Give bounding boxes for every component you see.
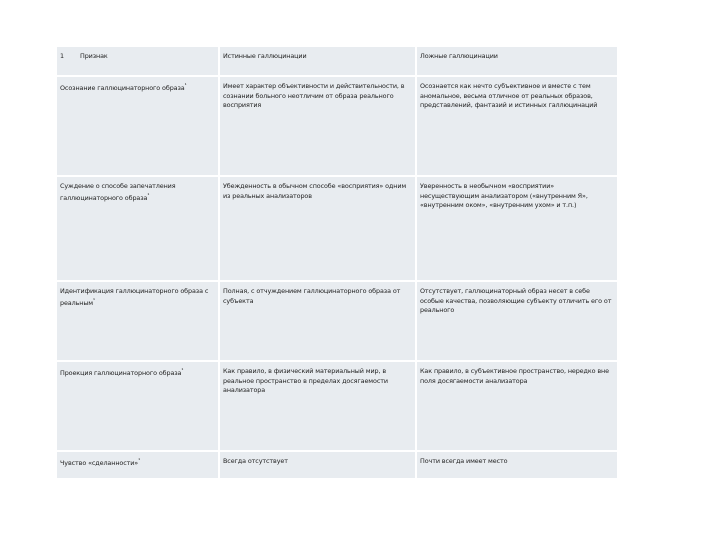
table-row (56, 176, 618, 281)
true-cell: Как правило, в физический материальный мир, в реальное пространство в пределах досягаемости анализатора (219, 361, 416, 451)
table-row (56, 361, 618, 451)
false-cell: Отсутствует, галлюцинаторный образ несет в себе особые качества, позволяющие субъекту отличить его от реального (416, 281, 618, 361)
table-row (56, 281, 618, 361)
true-cell: Всегда отсутствует (219, 451, 416, 479)
false-cell: Почти всегда имеет место (416, 451, 618, 479)
table-row (56, 451, 618, 479)
feature-cell: Идентификация галлюцинаторного образа с реальным$^{^1}$ (56, 281, 219, 361)
true-cell: Имеет характер объективности и действительности, в сознании больного неотличим от образа реального восприятия (219, 76, 416, 176)
feature-cell: Чувство «сделанности»$^{^1}$ (56, 451, 219, 479)
feature-cell: Суждение о способе запечатления галлюцинаторного образа$^{^1}$ (56, 176, 219, 281)
false-cell: Уверенность в необычном «восприятии» несуществующим анализатором («внутренним Я», «внутренним оком», «внутренним ухом» и т.п.) (416, 176, 618, 281)
header-false-hallucinations: Ложные галлюцинации (416, 46, 618, 76)
feature-cell: Проекция галлюцинаторного образа$^{^1}$ (56, 361, 219, 451)
false-cell: Как правило, в субъективное пространство, нередко вне поля досягаемости анализатора (416, 361, 618, 451)
header-true-hallucinations: Истинные галлюцинации (219, 46, 416, 76)
table-row (56, 76, 618, 176)
true-cell: Убежденность в обычном способе «восприятия» одним из реальных анализаторов (219, 176, 416, 281)
hallucinations-comparison-table (55, 45, 619, 480)
true-cell: Полная, с отчуждением галлюцинаторного образа от субъекта (219, 281, 416, 361)
false-cell: Осознается как нечто субъективное и вместе с тем аномальное, весьма отличное от реальных образов, представлений, фантазий и истинных галлюцинаций (416, 76, 618, 176)
feature-cell: Осознание галлюцинаторного образа$^{^1}$ (56, 76, 219, 176)
header-feature: 1 Признак (56, 46, 219, 76)
table-header-row (56, 46, 618, 76)
